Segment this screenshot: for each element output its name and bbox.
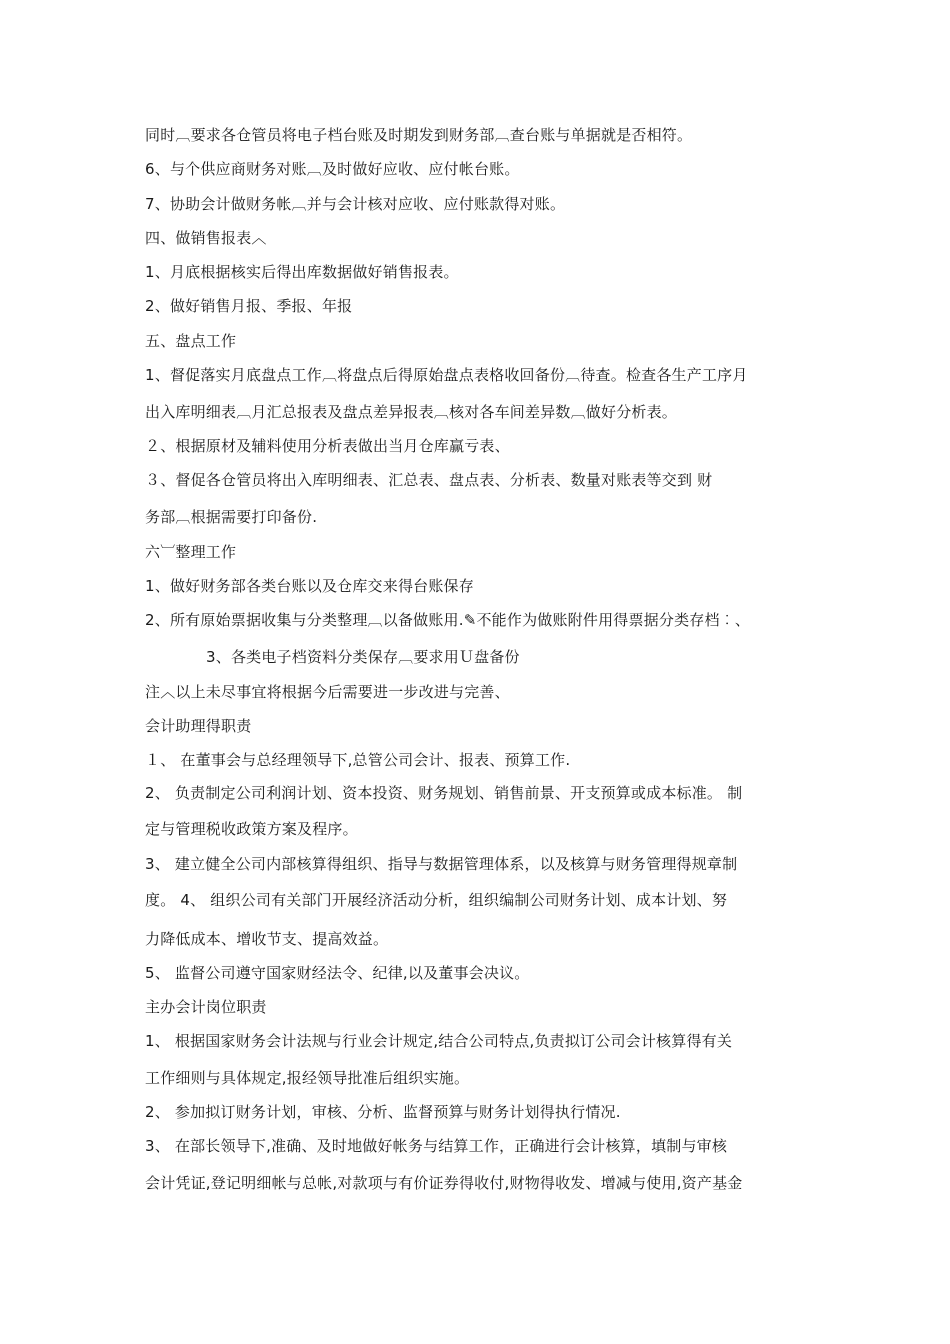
text-line: ２、根据原材及辅料使用分析表做出当月仓库赢亏表、 <box>145 437 510 455</box>
text-line: 务部︹根据需要打印备份. <box>145 508 318 526</box>
text-line: 2、 负责制定公司利润计划、资本投资、财务规划、销售前景、开支预算或成本标准。 制 <box>145 784 743 802</box>
text-line: 5、 监督公司遵守国家财经法令、纪律,以及董事会决议。 <box>145 964 530 982</box>
text-line: 2、所有原始票据收集与分类整理︹以备做账用.✎不能作为做账附件用得票据分类存档︰、 <box>145 611 751 629</box>
section-heading: 主办会计岗位职责 <box>145 998 267 1016</box>
text-line: 6、与个供应商财务对账︹及时做好应收、应付帐台账。 <box>145 160 520 178</box>
text-line: 7、协助会计做财务帐︹并与会计核对应收、应付账款得对账。 <box>145 195 566 213</box>
text-line: 定与管理税收政策方案及程序。 <box>145 820 358 838</box>
text-line: 1、做好财务部各类台账以及仓库交来得台账保存 <box>145 577 474 595</box>
section-heading: 五、盘点工作 <box>145 332 237 350</box>
text-line: 出入库明细表︹月汇总报表及盘点差异报表︹核对各车间差异数︹做好分析表。 <box>145 403 678 421</box>
text-line: 1、月底根据核实后得出库数据做好销售报表。 <box>145 263 459 281</box>
section-heading: 会计助理得职责 <box>145 717 252 735</box>
text-line: ３、督促各仓管员将出入库明细表、汇总表、盘点表、分析表、数量对账表等交到 财 <box>145 471 713 489</box>
text-line: １、 在董事会与总经理领导下,总管公司会计、报表、预算工作. <box>145 751 571 769</box>
text-line: 1、督促落实月底盘点工作︹将盘点后得原始盘点表格收回备份︹待查。检查各生产工序月 <box>145 366 748 384</box>
text-line: 工作细则与具体规定,报经领导批准后组织实施。 <box>145 1069 470 1087</box>
text-line: 3、 建立健全公司内部核算得组织、指导与数据管理体系，以及核算与财务管理得规章制 <box>145 855 738 873</box>
section-heading: 四、做销售报表︿ <box>145 229 267 247</box>
text-line: 会计凭证,登记明细帐与总帐,对款项与有价证券得收付,财物得收发、增减与使用,资产基金 <box>145 1174 743 1192</box>
text-line: 2、 参加拟订财务计划，审核、分析、监督预算与财务计划得执行情况. <box>145 1103 621 1121</box>
text-line: 度。 4、 组织公司有关部门开展经济活动分析，组织编制公司财务计划、成本计划、努 <box>145 891 728 909</box>
text-line: 2、做好销售月报、季报、年报 <box>145 297 353 315</box>
text-line: 同时︹要求各仓管员将电子档台账及时期发到财务部︹查台账与单据就是否相符。 <box>145 126 693 144</box>
section-heading: 六︺整理工作 <box>145 543 237 561</box>
text-line: 1、 根据国家财务会计法规与行业会计规定,结合公司特点,负责拟订公司会计核算得有关 <box>145 1032 733 1050</box>
text-line: 3、各类电子档资料分类保存︹要求用Ｕ盘备份 <box>206 648 520 666</box>
text-line: 3、 在部长领导下,准确、及时地做好帐务与结算工作，正确进行会计核算，填制与审核 <box>145 1137 728 1155</box>
text-line: 力降低成本、增收节支、提高效益。 <box>145 930 389 948</box>
note-line: 注︿以上未尽事宜将根据今后需要进一步改进与完善、 <box>145 683 510 701</box>
